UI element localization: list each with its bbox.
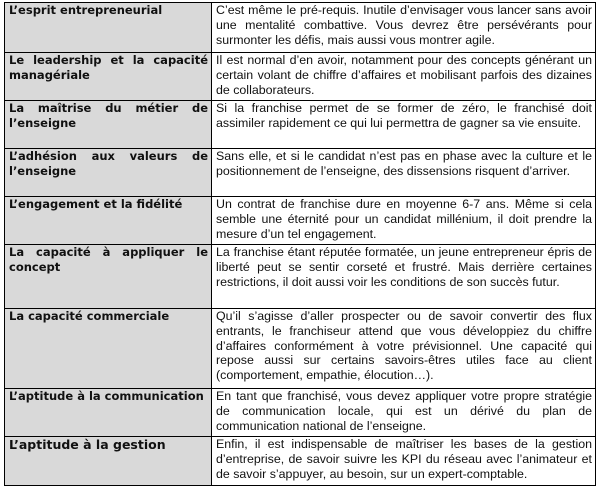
table-row	[5, 245, 596, 309]
table-row	[5, 3, 596, 53]
document-page	[4, 2, 595, 486]
criterion-description: C’est même le pré-requis. Inutile d’envisager vous lancer sans avoir une mentalité combattive. Vous devrez être persévérants pour surmonter les défis, mais aussi vous montrer agile.	[212, 3, 596, 53]
table-row	[5, 437, 596, 486]
criterion-label: L’adhésion aux valeurs de l’enseigne	[5, 149, 212, 197]
criterion-description: Il est normal d’en avoir, notamment pour des concepts générant un certain volant de chiffre d’affaires et mobilisant parfois des dizaines de collaborateurs.	[212, 53, 596, 101]
criterion-description: En tant que franchisé, vous devez appliquer votre propre stratégie de communication locale, qui est un dérivé du plan de communication national de l’enseigne.	[212, 389, 596, 437]
criterion-description: Un contrat de franchise dure en moyenne 6-7 ans. Même si cela semble une éternité pour un candidat millénium, il doit prendre la mesure d’un tel engagement.	[212, 197, 596, 245]
criterion-label: L’esprit entrepreneurial	[5, 3, 212, 53]
criterion-label: L’aptitude à la gestion	[5, 437, 212, 486]
criterion-description: Enfin, il est indispensable de maîtriser les bases de la gestion d’entreprise, de savoir suivre les KPI du réseau avec l’animateur et de savoir s’appuyer, au besoin, sur un expert-comptable.	[212, 437, 596, 486]
table-row	[5, 53, 596, 101]
table-row	[5, 101, 596, 149]
table-row	[5, 309, 596, 389]
criterion-label: La capacité commerciale	[5, 309, 212, 389]
criterion-description: La franchise étant réputée formatée, un jeune entrepreneur épris de liberté peut se sentir corseté et frustré. Mais derrière certaines restrictions, il doit aussi voir les conditions de son succès futur.	[212, 245, 596, 309]
criterion-label: Le leadership et la capacité managériale	[5, 53, 212, 101]
table-row	[5, 197, 596, 245]
franchise-criteria-table	[4, 2, 596, 486]
criterion-label: La capacité à appliquer le concept	[5, 245, 212, 309]
criterion-label: L’aptitude à la communication	[5, 389, 212, 437]
criterion-label: La maîtrise du métier de l’enseigne	[5, 101, 212, 149]
criterion-description: Qu’il s’agisse d’aller prospecter ou de savoir convertir des flux entrants, le franchiseur attend que vous développiez du chiffre d’affaires conformément à votre prévisionnel. Une capacité qui repose aussi sur certains savoirs-êtres utiles face au client (comportement, empathie, élocution…).	[212, 309, 596, 389]
table-row	[5, 389, 596, 437]
criterion-description: Si la franchise permet de se former de zéro, le franchisé doit assimiler rapidement ce qui lui permettra de gagner sa vie ensuite.	[212, 101, 596, 149]
criterion-description: Sans elle, et si le candidat n’est pas en phase avec la culture et le positionnement de l’enseigne, des dissensions risquent d’arriver.	[212, 149, 596, 197]
table-row	[5, 149, 596, 197]
criterion-label: L’engagement et la fidélité	[5, 197, 212, 245]
